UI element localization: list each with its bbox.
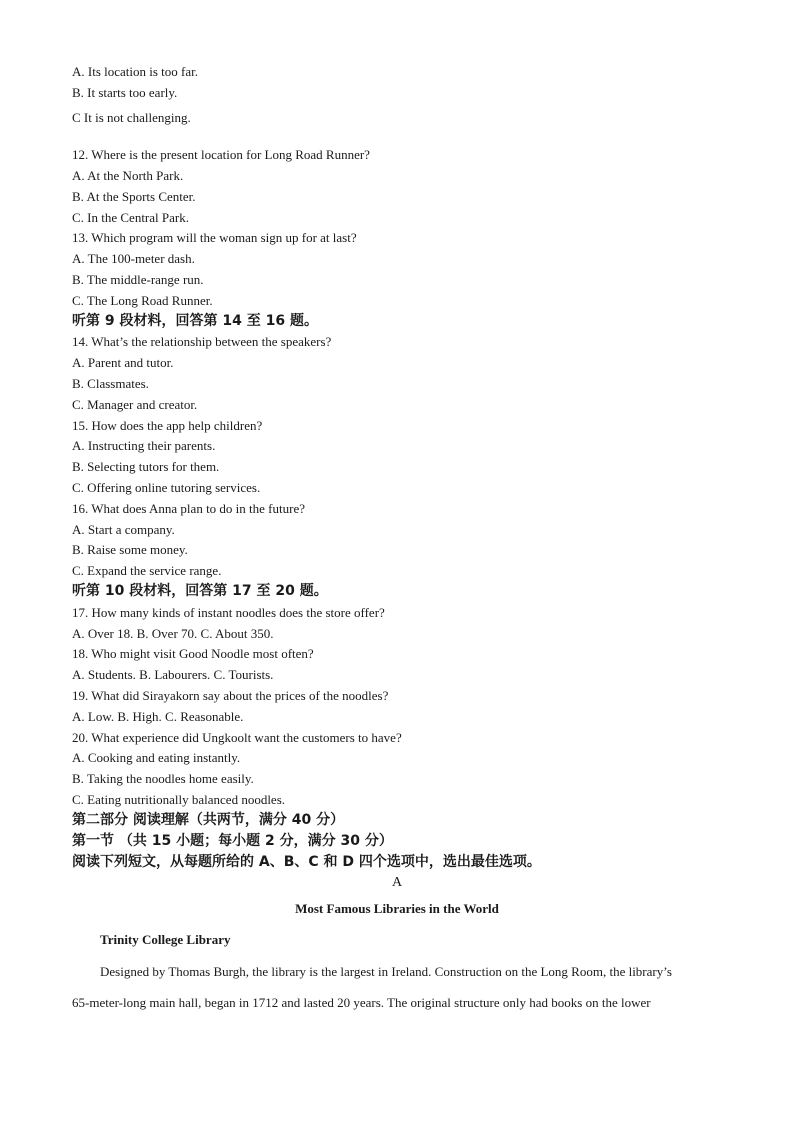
question-text: 15. How does the app help children?	[72, 418, 263, 433]
option-text: B. Classmates.	[72, 376, 149, 391]
option-text: A. Instructing their parents.	[72, 438, 216, 453]
option-text: C. The Long Road Runner.	[72, 293, 213, 308]
section-heading: 听第 9 段材料，回答第 14 至 16 题。	[72, 313, 318, 329]
option-text: B. The middle-range run.	[72, 272, 204, 287]
section-heading: 第一节 （共 15 小题；每小题 2 分，满分 30 分）	[72, 833, 393, 849]
option-text: B. It starts too early.	[72, 85, 178, 100]
option-text: B. At the Sports Center.	[72, 189, 196, 204]
option-text: A. Low. B. High. C. Reasonable.	[72, 709, 244, 724]
option-text: C It is not challenging.	[72, 110, 191, 125]
option-text: C. Manager and creator.	[72, 397, 198, 412]
paragraph-line: 65-meter-long main hall, began in 1712 and lasted 20 years. The original structure only had books on the lower	[72, 995, 651, 1010]
option-text: B. Taking the noodles home easily.	[72, 771, 254, 786]
option-text: A. Start a company.	[72, 522, 175, 537]
question-text: 16. What does Anna plan to do in the future?	[72, 501, 305, 516]
question-text: 18. Who might visit Good Noodle most often?	[72, 646, 314, 661]
article-title: Most Famous Libraries in the World	[295, 901, 499, 916]
part-heading: 第二部分 阅读理解（共两节，满分 40 分）	[72, 812, 345, 828]
option-text: A. Cooking and eating instantly.	[72, 750, 241, 765]
article-subtitle: Trinity College Library	[100, 932, 231, 947]
question-text: 19. What did Sirayakorn say about the prices of the noodles?	[72, 688, 389, 703]
option-text: A. The 100-meter dash.	[72, 251, 195, 266]
option-text: A. At the North Park.	[72, 168, 184, 183]
question-text: 17. How many kinds of instant noodles does the store offer?	[72, 605, 385, 620]
option-text: C. Offering online tutoring services.	[72, 480, 261, 495]
paragraph-line: Designed by Thomas Burgh, the library is the largest in Ireland. Construction on the Long Room, the library’s	[100, 964, 672, 979]
option-text: A. Parent and tutor.	[72, 355, 174, 370]
option-text: A. Its location is too far.	[72, 64, 199, 79]
option-text: C. In the Central Park.	[72, 210, 189, 225]
passage-letter: A	[391, 875, 403, 890]
option-text: C. Expand the service range.	[72, 563, 222, 578]
question-text: 20. What experience did Ungkoolt want the customers to have?	[72, 730, 402, 745]
option-text: C. Eating nutritionally balanced noodles.	[72, 792, 286, 807]
question-text: 13. Which program will the woman sign up for at last?	[72, 230, 357, 245]
question-text: 14. What’s the relationship between the speakers?	[72, 334, 332, 349]
instruction-text: 阅读下列短文，从每题所给的 A、B、C 和 D 四个选项中，选出最佳选项。	[72, 854, 541, 870]
option-text: B. Raise some money.	[72, 542, 188, 557]
option-text: B. Selecting tutors for them.	[72, 459, 220, 474]
option-text: A. Students. B. Labourers. C. Tourists.	[72, 667, 274, 682]
option-text: A. Over 18. B. Over 70. C. About 350.	[72, 626, 274, 641]
section-heading: 听第 10 段材料，回答第 17 至 20 题。	[72, 583, 328, 599]
question-text: 12. Where is the present location for Long Road Runner?	[72, 147, 370, 162]
